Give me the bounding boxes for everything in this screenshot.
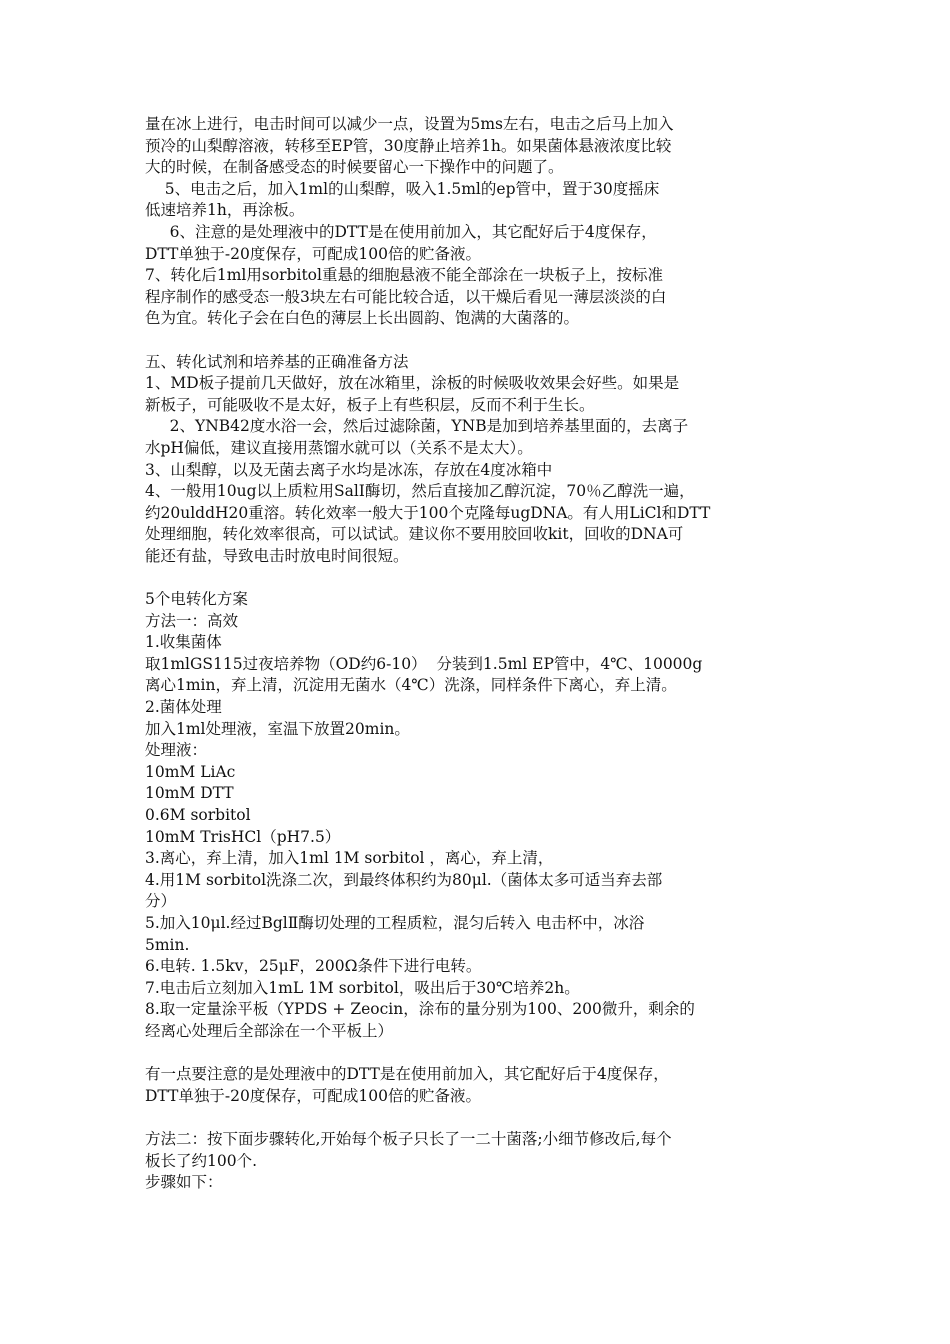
text-line: 水pH偏低，建议直接用蒸馏水就可以（关系不是太大）。 bbox=[145, 438, 533, 457]
text-line: 5.加入10μl.经过BglⅡ酶切处理的工程质粒，混匀后转入 电击杯中，冰浴 bbox=[145, 913, 645, 932]
text-line: 量在冰上进行，电击时间可以减少一点，设置为5ms左右，电击之后马上加入 bbox=[145, 115, 674, 133]
text-line: 约20ulddH20重溶。转化效率一般大于100个克隆每ugDNA。有人用LiCl和DTT bbox=[145, 503, 711, 522]
blank-line bbox=[145, 330, 815, 352]
text-line: 新板子，可能吸收不是太好，板子上有些积层，反而不利于生长。 bbox=[145, 395, 595, 414]
text-line: 6、注意的是处理液中的DTT是在使用前加入，其它配好后于4度保存， bbox=[145, 222, 657, 241]
text-line: 处理液： bbox=[145, 741, 208, 760]
text-line: 4.用1M sorbitol洗涤二次，到最终体积约为80μl.（菌体太多可适当弃去部 bbox=[145, 870, 663, 889]
text-line: 3、山梨醇，以及无菌去离子水均是冰冻，存放在4度冰箱中 bbox=[145, 460, 553, 479]
blank-line bbox=[145, 567, 815, 589]
text-line: 低速培养1h，再涂板。 bbox=[145, 201, 305, 220]
document-body bbox=[145, 114, 815, 1194]
text-line: DTT单独于-20度保存，可配成100倍的贮备液。 bbox=[145, 1086, 481, 1105]
text-line: 7.电击后立刻加入1mL 1M sorbitol，吸出后于30℃培养2h。 bbox=[145, 978, 580, 997]
text-line: 预冷的山梨醇溶液，转移至EP管，30度静止培养1h。如果菌体悬液浓度比较 bbox=[145, 136, 672, 155]
text-line: 10mM LiAc bbox=[145, 762, 236, 781]
text-line: 有一点要注意的是处理液中的DTT是在使用前加入，其它配好后于4度保存， bbox=[145, 1065, 669, 1084]
text-line: 2.菌体处理 bbox=[145, 698, 222, 717]
text-line: 步骤如下： bbox=[145, 1173, 223, 1192]
text-line: 大的时候，在制备感受态的时候要留心一下操作中的问题了。 bbox=[145, 158, 564, 177]
text-line: 8.取一定量涂平板（YPDS + Zeocin，涂布的量分别为100、200微升，剩余的 bbox=[145, 1000, 695, 1019]
text-line: 离心1min，弃上清，沉淀用无菌水（4℃）洗涤，同样条件下离心，弃上清。 bbox=[145, 676, 677, 695]
text-line: 1.收集菌体 bbox=[145, 633, 222, 652]
text-line: 处理细胞，转化效率很高，可以试试。建议你不要用胶回收kit，回收的DNA可 bbox=[145, 525, 684, 544]
text-line: 10mM TrisHCl（pH7.5） bbox=[145, 827, 341, 846]
text-line: 五、转化试剂和培养基的正确准备方法 bbox=[145, 352, 409, 371]
text-line: 能还有盐，导致电击时放电时间很短。 bbox=[145, 546, 409, 565]
text-line: 方法一：高效 bbox=[145, 611, 239, 630]
blank-line bbox=[145, 1043, 815, 1065]
text-line: 程序制作的感受态一般3块左右可能比较合适，以干燥后看见一薄层淡淡的白 bbox=[145, 287, 667, 306]
text-line: 1、MD板子提前几天做好，放在冰箱里，涂板的时候吸收效果会好些。如果是 bbox=[145, 374, 680, 393]
text-line: 6.电转. 1.5kv，25μF，200Ω条件下进行电转。 bbox=[145, 957, 482, 976]
text-line: 0.6M sorbitol bbox=[145, 806, 251, 824]
text-line: 3.离心，弃上清，加入1ml 1M sorbitol ，离心，弃上清， bbox=[145, 849, 554, 868]
text-line: 分） bbox=[145, 892, 177, 911]
text-line: 经离心处理后全部涂在一个平板上） bbox=[145, 1021, 394, 1040]
text-line: DTT单独于-20度保存，可配成100倍的贮备液。 bbox=[145, 244, 481, 263]
text-line: 7、转化后1ml用sorbitol重悬的细胞悬液不能全部涂在一块板子上，按标准 bbox=[145, 266, 663, 285]
text-line: 色为宜。转化子会在白色的薄层上长出圆韵、饱满的大菌落的。 bbox=[145, 309, 580, 328]
text-line: 加入1ml处理液，室温下放置20min。 bbox=[145, 719, 410, 738]
text-line: 2、YNB42度水浴一会，然后过滤除菌，YNB是加到培养基里面的，去离子 bbox=[145, 417, 689, 436]
text-line: 方法二：按下面步骤转化,开始每个板子只长了一二十菌落;小细节修改后,每个 bbox=[145, 1129, 672, 1148]
text-line: 5个电转化方案 bbox=[145, 590, 248, 609]
text-line: 4、一般用10ug以上质粒用SalI酶切，然后直接加乙醇沉淀，70％乙醇洗一遍， bbox=[145, 482, 695, 501]
blank-line bbox=[145, 1107, 815, 1129]
text-line: 5、电击之后，加入1ml的山梨醇，吸入1.5ml的ep管中，置于30度摇床 bbox=[145, 179, 660, 198]
text-line: 板长了约100个. bbox=[145, 1151, 258, 1170]
text-line: 10mM DTT bbox=[145, 784, 234, 803]
text-line: 5min. bbox=[145, 935, 190, 954]
text-line: 取1mlGS115过夜培养物（OD约6-10） 分装到1.5ml EP管中，4℃、10000g bbox=[145, 654, 703, 673]
